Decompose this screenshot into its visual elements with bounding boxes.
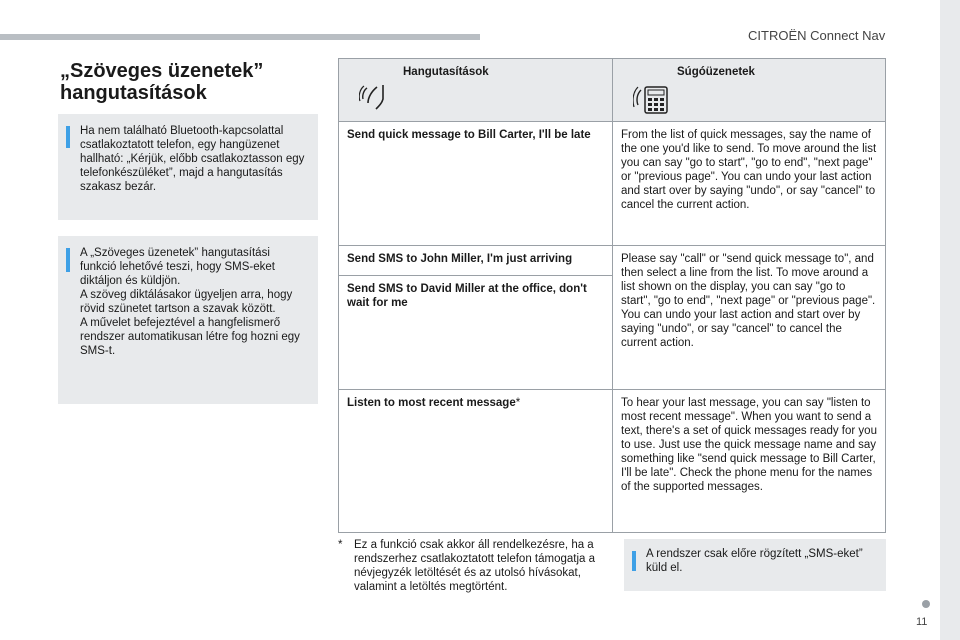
- section-title: „Szöveges üzenetek” hangutasítások: [60, 60, 264, 104]
- voice-help-keypad-icon: [633, 79, 671, 121]
- footnote: [338, 538, 608, 594]
- note-line: A szöveg diktálásakor ügyeljen arra, hogy rövid szünetet tartson a szavak között.: [80, 289, 293, 315]
- header-brand: CITROËN Connect Nav: [748, 28, 886, 43]
- command-cell: Send quick message to Bill Carter, I'll be late: [339, 122, 613, 246]
- info-note-bluetooth: [58, 114, 318, 220]
- help-cell: Please say "call" or "send quick message to", and then select a line from the list. To move around a list shown on the display, you can say "go to start", "go to end", "next page" or "previous page". You can undo your last action and start over by saying "undo", or say "cancel" to cancel the current action.: [613, 246, 886, 390]
- info-note-presets: [624, 539, 886, 591]
- table-row: [339, 246, 886, 276]
- voice-command-icon: [359, 79, 393, 117]
- column-header-label: Súgóüzenetek: [677, 66, 755, 78]
- column-header-commands: [339, 59, 613, 122]
- page-number: 11: [916, 616, 928, 628]
- note-text: Ha nem található Bluetooth-kapcsolattal csatlakoztatott telefon, egy hangüzenet hallható: „Kérjük, előbb csatlakoztasson egy telefonkészüléket”, majd a hangutasítás szakasz bezár.: [80, 125, 305, 193]
- top-rule: [0, 34, 480, 40]
- voice-commands-table: [338, 58, 886, 533]
- command-text: Listen to most recent message: [347, 397, 516, 409]
- command-cell: Send SMS to John Miller, I'm just arriving: [339, 246, 613, 276]
- note-line: A „Szöveges üzenetek” hangutasítási funkció lehetővé teszi, hogy SMS-eket diktáljon és küldjön.: [80, 247, 275, 287]
- help-cell: From the list of quick messages, say the name of the one you'd like to send. To move around the list you can say "go to start", "go to end", "next page" or "previous page". You can undo your last action and start over by saying "undo", or say "cancel" to cancel the current action.: [613, 122, 886, 246]
- footnote-marker: *: [338, 539, 343, 551]
- table-row: [339, 122, 886, 246]
- note-line: A művelet befejeztével a hangfelismerő rendszer automatikusan létre fog hozni egy SMS-t.: [80, 317, 300, 357]
- column-header-label: Hangutasítások: [403, 66, 489, 78]
- note-text: A rendszer csak előre rögzített „SMS-eket” küld el.: [646, 548, 863, 574]
- command-cell: Send SMS to David Miller at the office, don't wait for me: [339, 276, 613, 390]
- table-row: [339, 390, 886, 533]
- column-header-help: [613, 59, 886, 122]
- note-accent-icon: [632, 551, 636, 571]
- page-dot: [922, 600, 930, 608]
- footnote-text: Ez a funkció csak akkor áll rendelkezésre, ha a rendszerhez csatlakoztatott telefon támogatja a névjegyzék letöltését és az utolsó hívásokat, valamint a letöltés megtörtént.: [354, 539, 596, 593]
- footnote-marker: *: [515, 397, 521, 409]
- help-cell: To hear your last message, you can say "listen to most recent message". When you want to send a text, there's a set of quick messages ready for you to use. Just use the quick message name and say something like "send quick message to Bill Carter, I'll be late". Check the phone menu for the names of the supported messages.: [613, 390, 886, 533]
- note-accent-icon: [66, 126, 70, 148]
- page-edge-band: [940, 0, 960, 640]
- info-note-sms: [58, 236, 318, 404]
- command-cell: [339, 390, 613, 533]
- note-accent-icon: [66, 248, 70, 272]
